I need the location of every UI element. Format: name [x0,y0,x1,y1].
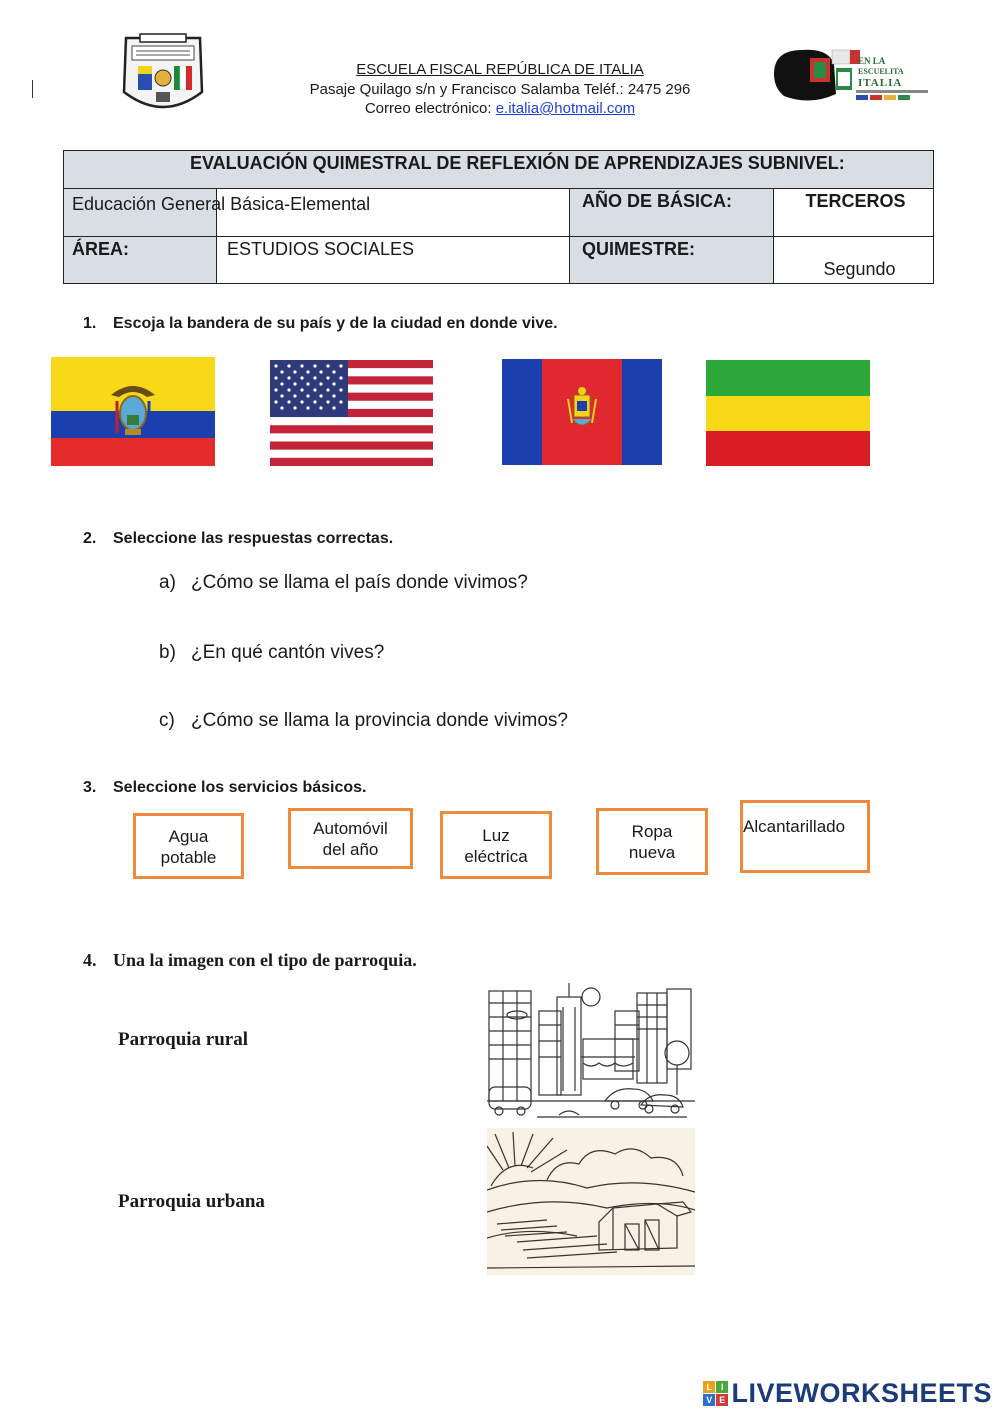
question-2c [159,710,568,732]
question-2 [83,530,393,548]
service-option-luz-electrica[interactable] [440,811,552,879]
green-yellow-red-flag[interactable] [706,360,870,466]
question-4-number: 4. [83,950,97,970]
table-level: Educación General Básica-Elemental [72,194,371,214]
city-drawing-image[interactable] [487,983,695,1128]
brand-mark-letter: I [716,1381,728,1393]
question-2a [159,572,528,594]
question-2c-letter: c) [159,710,175,731]
ecuador-flag[interactable] [51,357,215,466]
rural-drawing-image[interactable] [487,1128,695,1275]
question-2c-text: ¿Cómo se llama la provincia donde vivimos? [191,710,568,731]
logo-text-2: ESCUELITA [858,67,904,76]
table-area-label: ÁREA: [64,237,217,283]
label-parroquia-rural[interactable]: Parroquia rural [118,1029,249,1050]
question-4 [83,950,417,971]
logo-text-3: ITALIA [858,77,903,89]
logo-text-1: EN LA [858,56,886,66]
liveworksheets-brand [703,1378,992,1409]
label-parroquia-urbana[interactable]: Parroquia urbana [118,1191,265,1212]
question-2b-text: ¿En qué cantón vives? [191,642,385,663]
service-option-alcantarillado[interactable] [740,800,870,873]
question-3-text: Seleccione los servicios básicos. [113,779,367,796]
question-2a-text: ¿Cómo se llama el país donde vivimos? [191,572,528,593]
service-option-line1: Ropa [631,822,673,841]
service-option-line1: Luz [482,826,510,845]
service-option-line2: nueva [628,843,676,862]
question-2-text: Seleccione las respuestas correctas. [113,530,394,547]
brand-mark-letter: L [703,1381,715,1393]
liveworksheets-wordmark: LIVEWORKSHEETS [731,1378,992,1408]
table-term-value: Segundo [823,259,896,279]
brand-mark-letter: E [716,1394,728,1406]
school-name: ESCUELA FISCAL REPÚBLICA DE ITALIA [356,61,644,78]
service-option-line1: Alcantarillado [743,817,846,836]
service-option-line1: Automóvil [313,819,388,838]
question-2b-letter: b) [159,642,176,663]
service-option-line2: potable [160,848,217,867]
question-1-text: Escoja la bandera de su país y de la ciudad en donde vive. [113,315,558,332]
table-title: EVALUACIÓN QUIMESTRAL DE REFLEXIÓN DE APRENDIZAJES SUBNIVEL: [64,151,933,189]
quito-flag[interactable] [502,359,662,465]
liveworksheets-icon [703,1381,728,1406]
service-option-automovil[interactable] [288,808,413,869]
brand-mark-letter: V [703,1394,715,1406]
evaluation-info-table [63,150,934,284]
table-area-value: ESTUDIOS SOCIALES [217,237,570,283]
escuelita-italia-logo [770,44,936,106]
email-link[interactable]: e.italia@hotmail.com [495,100,636,117]
usa-flag[interactable] [270,360,433,466]
service-option-line1: Agua [168,827,209,846]
question-1-number: 1. [83,315,97,332]
question-2a-letter: a) [159,572,176,593]
service-option-line2: del año [322,840,379,859]
service-option-line2: eléctrica [464,847,528,866]
question-1 [83,315,558,333]
table-year-value: TERCEROS [774,189,933,237]
email-label: Correo electrónico: [364,100,492,117]
question-3-number: 3. [83,779,97,796]
service-option-ropa-nueva[interactable] [596,808,708,875]
question-4-text: Una la imagen con el tipo de parroquia. [113,950,417,970]
text-cursor [32,80,33,98]
question-2b [159,642,384,664]
table-term-label: QUIMESTRE: [570,237,774,283]
school-address: Pasaje Quilago s/n y Francisco Salamba Teléf.: 2475 296 [309,81,691,98]
table-year-label: AÑO DE BÁSICA: [570,189,774,237]
service-option-agua-potable[interactable] [133,813,244,879]
question-3 [83,779,366,797]
question-2-number: 2. [83,530,97,547]
